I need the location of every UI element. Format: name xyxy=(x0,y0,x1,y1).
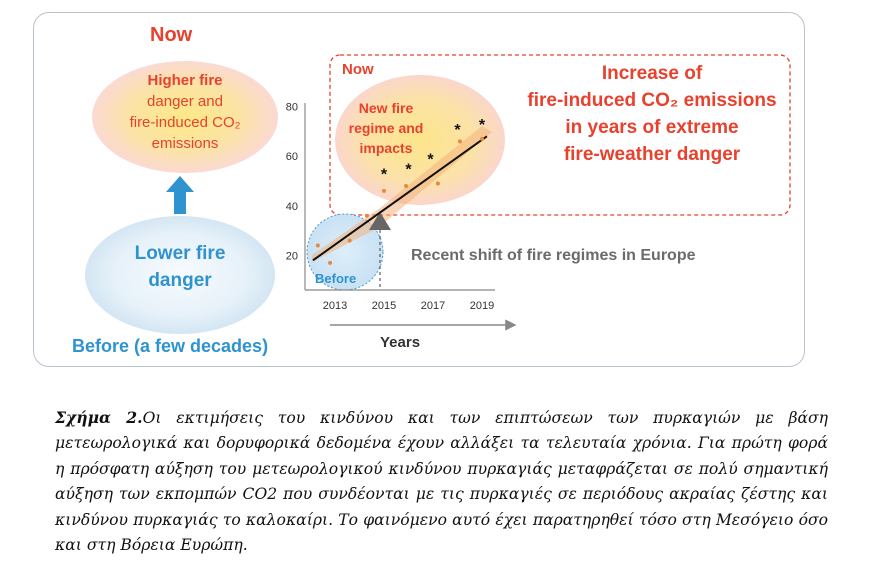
y-tick-label: 20 xyxy=(285,250,298,263)
x-axis-title: Years xyxy=(380,334,421,351)
data-point xyxy=(480,137,484,141)
data-point xyxy=(365,214,369,218)
extreme-year-star: * xyxy=(478,116,486,134)
higher-fire-line-3: fire-induced CO₂ xyxy=(129,114,241,131)
data-point xyxy=(348,239,352,243)
higher-fire-line-4: emissions xyxy=(151,135,219,152)
lower-fire-line-1: Lower fire xyxy=(134,243,226,264)
extreme-year-star: * xyxy=(454,121,461,139)
extreme-year-star: * xyxy=(427,151,434,169)
x-tick-label: 2017 xyxy=(420,300,446,312)
now-top-label: Now xyxy=(150,24,193,46)
chart-now-label: Now xyxy=(342,61,374,78)
higher-fire-line-2: danger and xyxy=(147,93,223,110)
new-fire-line-2: regime and xyxy=(348,120,424,136)
before-chart-label: Before xyxy=(315,271,357,286)
increase-line-1: Increase of xyxy=(601,63,703,84)
caption-label: Σχήμα 2. xyxy=(55,408,143,427)
data-point xyxy=(458,139,462,143)
figure-caption xyxy=(55,405,828,558)
data-point xyxy=(382,189,386,193)
increase-line-4: fire-weather danger xyxy=(563,144,741,165)
new-fire-line-3: impacts xyxy=(359,140,413,156)
lower-fire-line-2: danger xyxy=(148,270,212,291)
before-label: Before (a few decades) xyxy=(72,336,269,356)
extreme-year-star: * xyxy=(405,161,412,179)
caption-text: Οι εκτιμήσεις του κινδύνου και των επιπτώσεων των πυρκαγιών με βάση μετεωρολογικά και δορυφορικά δεδομένα έχουν αλλάξει τα τελευταία χρόνια. Για πρώτη φορά η πρόσφατη αύξηση του μετεωρολογικού κινδύνου πυρκαγιάς μεταφράζεται σε πολύ σημαντική αύξηση των εκπομπών CO2 που συνδέονται με τις πυρκαγιές σε περιόδους ακραίας ζέστης και κινδύνου πυρκαγιάς το καλοκαίρι. Το φαινόμενο αυτό έχει παρατηρηθεί τόσο στη Μεσόγειο όσο και στη Βόρεια Ευρώπη. xyxy=(55,409,829,555)
y-tick-label: 40 xyxy=(285,200,298,213)
increase-line-3: in years of extreme xyxy=(565,117,739,138)
data-point xyxy=(316,243,320,247)
data-point xyxy=(436,181,440,185)
x-tick-label: 2019 xyxy=(469,300,495,312)
x-tick-label: 2015 xyxy=(371,300,397,312)
y-tick-label: 60 xyxy=(285,151,298,164)
increase-line-2: fire-induced CO₂ emissions xyxy=(527,90,777,111)
y-tick-label: 80 xyxy=(285,101,298,114)
x-tick-label: 2013 xyxy=(322,300,348,312)
data-point xyxy=(404,184,408,188)
higher-fire-line-1: Higher fire xyxy=(147,72,223,89)
recent-shift-label: Recent shift of fire regimes in Europe xyxy=(411,247,696,264)
extreme-year-star: * xyxy=(380,166,388,184)
data-point xyxy=(328,261,332,265)
new-fire-line-1: New fire xyxy=(358,100,414,116)
